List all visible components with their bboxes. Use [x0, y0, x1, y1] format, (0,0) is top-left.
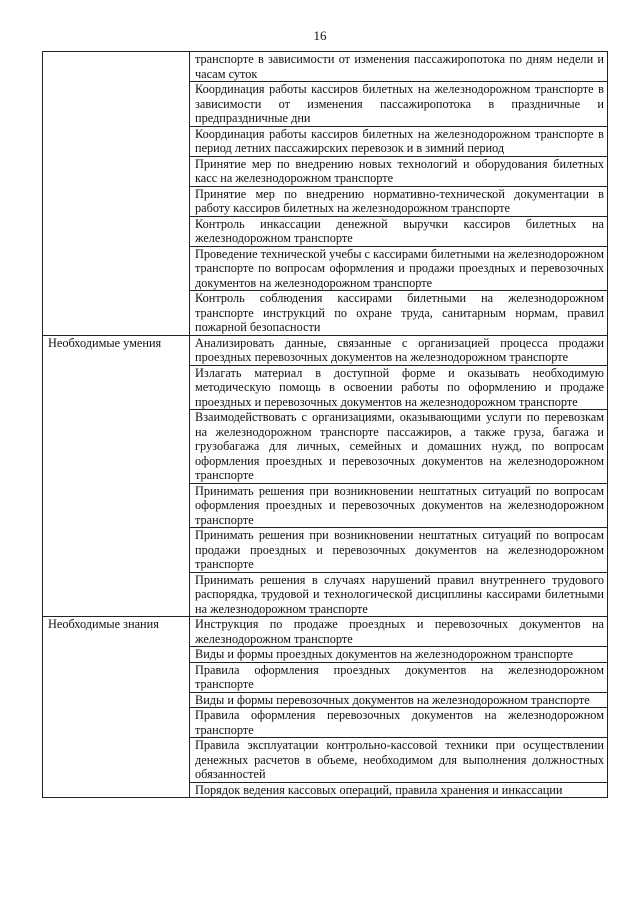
table-cell-item: Анализировать данные, связанные с организацией процесса продажи проездных перевозочных документов на железнодорожном транспорте — [190, 335, 608, 365]
table-cell-item: Виды и формы проездных документов на железнодорожном транспорте — [190, 647, 608, 663]
table-cell-item: Координация работы кассиров билетных на железнодорожном транспорте в период летних пассажирских перевозок и в зимний период — [190, 126, 608, 156]
competency-table — [42, 51, 608, 798]
table-body — [43, 52, 608, 798]
page-number: 16 — [313, 28, 327, 43]
table-cell-item: Контроль инкассации денежной выручки кассиров билетных на железнодорожном транспорте — [190, 216, 608, 246]
table-cell-item: Правила эксплуатации контрольно-кассовой техники при осуществлении денежных расчетов в объеме, необходимом для выполнения должностных обязанностей — [190, 738, 608, 783]
table-cell-item: Принимать решения при возникновении нештатных ситуаций по вопросам оформления проездных и перевозочных документов на железнодорожном транспорте — [190, 483, 608, 528]
table-cell-item: транспорте в зависимости от изменения пассажиропотока по дням недели и часам суток — [190, 52, 608, 82]
table-cell-item: Принятие мер по внедрению нормативно-технической документации в работу кассиров билетных на железнодорожном транспорте — [190, 186, 608, 216]
table-cell-item: Порядок ведения кассовых операций, правила хранения и инкассации — [190, 782, 608, 798]
table-cell-item: Принимать решения при возникновении нештатных ситуаций по вопросам продажи проездных и перевозочных документов на железнодорожном транспорте — [190, 528, 608, 573]
table-cell-item: Виды и формы перевозочных документов на железнодорожном транспорте — [190, 692, 608, 708]
table-cell-item: Правила оформления проездных документов на железнодорожном транспорте — [190, 662, 608, 692]
table-cell-item: Принимать решения в случаях нарушений правил внутреннего трудового распорядка, трудовой и технологической дисциплины кассирами билетными на железнодорожном транспорте — [190, 572, 608, 617]
required-skills-section-label: Необходимые умения — [43, 335, 190, 617]
table-cell-item: Принятие мер по внедрению новых технологий и оборудования билетных касс на железнодорожном транспорте — [190, 156, 608, 186]
table-row — [43, 52, 608, 82]
table-cell-item: Инструкция по продаже проездных и перевозочных документов на железнодорожном транспорте — [190, 617, 608, 647]
continued-section-label — [43, 52, 190, 336]
required-knowledge-section-label: Необходимые знания — [43, 617, 190, 798]
table-row — [43, 335, 608, 365]
table-cell-item: Координация работы кассиров билетных на железнодорожном транспорте в зависимости от изменения пассажиропотока в праздничные и предпраздничные дни — [190, 82, 608, 127]
table-cell-item: Контроль соблюдения кассирами билетными на железнодорожном транспорте инструкций по охране труда, санитарным нормам, правил пожарной безопасности — [190, 291, 608, 336]
table-cell-item: Излагать материал в доступной форме и оказывать необходимую методическую помощь в освоении работы по оформлению и продаже проездных и перевозочных документов на железнодорожном транспорте — [190, 365, 608, 410]
table-cell-item: Взаимодействовать с организациями, оказывающими услуги по перевозкам на железнодорожном транспорте пассажиров, а также груза, багажа и грузобагажа для личных, семейных и домашних нужд, по вопросам оформления проездных и перевозочных документов на железнодорожном транспорте — [190, 410, 608, 484]
table-cell-item: Проведение технической учебы с кассирами билетными на железнодорожном транспорте по вопросам оформления и продажи проездных и перевозочных документов на железнодорожном транспорте — [190, 246, 608, 291]
table-row — [43, 617, 608, 647]
table-cell-item: Правила оформления перевозочных документов на железнодорожном транспорте — [190, 708, 608, 738]
